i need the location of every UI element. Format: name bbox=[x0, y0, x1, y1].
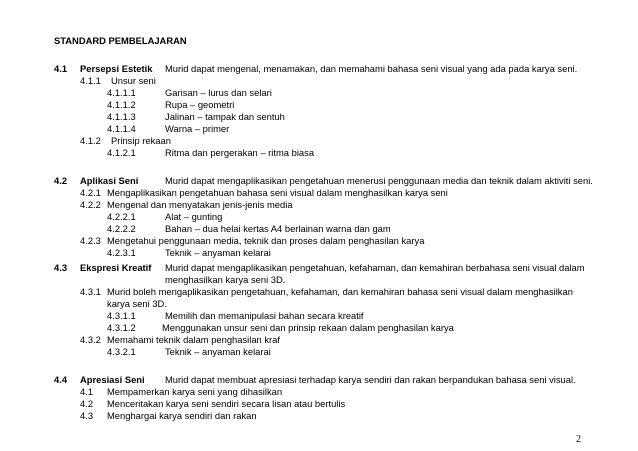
item-number: 4.1.1.1 bbox=[107, 87, 136, 98]
section-heading: Ekspresi Kreatif bbox=[80, 262, 152, 273]
section-number: 4.1 bbox=[54, 63, 68, 74]
section-number: 4.4 bbox=[54, 374, 68, 385]
page-number: 2 bbox=[576, 434, 581, 445]
item-text: Bahan – dua helai kertas A4 berlainan warna dan gam bbox=[165, 223, 391, 234]
section-number: 4.3 bbox=[54, 262, 68, 273]
item-text: Mempamerkan karya seni yang dihasilkan bbox=[107, 386, 283, 397]
item-text: Warna – primer bbox=[165, 123, 230, 134]
item-number: 4.3.2.1 bbox=[107, 346, 136, 357]
item-text: Teknik – anyaman kelarai bbox=[165, 247, 271, 258]
item-number: 4.3.2 bbox=[80, 334, 101, 345]
item-number: 4.1.1.3 bbox=[107, 111, 136, 122]
item-number: 4.2.2.1 bbox=[107, 211, 136, 222]
item-number: 4.1.1.4 bbox=[107, 123, 136, 134]
section-description-continued: menghasilkan karya seni 3D. bbox=[165, 274, 286, 285]
item-number: 4.1.1 bbox=[80, 75, 101, 86]
item-number: 4.1 bbox=[80, 386, 94, 397]
item-text: Teknik – anyaman kelarai bbox=[165, 346, 271, 357]
item-text: Mengenal dan menyatakan jenis-jenis media bbox=[107, 199, 293, 210]
item-text: Ritma dan pergerakan – ritma biasa bbox=[165, 147, 315, 158]
item-number: 4.2.2 bbox=[80, 199, 101, 210]
section-heading: Aplikasi Seni bbox=[80, 175, 139, 186]
item-text: Murid boleh mengaplikasikan pengetahuan, kefahaman, dan kemahiran bahasa seni visual dalam menghasilkan bbox=[107, 286, 573, 297]
item-number: 4.2.3.1 bbox=[107, 247, 136, 258]
item-text: Menggunakan unsur seni dan prinsip rekaan dalam penghasilan karya bbox=[162, 322, 454, 333]
item-number: 4.2 bbox=[80, 398, 94, 409]
section-heading: Apresiasi Seni bbox=[80, 374, 145, 385]
item-text: Menceritakan karya seni sendiri secara lisan atau bertulis bbox=[107, 398, 346, 409]
section-description: Murid dapat membuat apresiasi terhadap karya sendiri dan rakan berpandukan bahasa seni visual. bbox=[165, 374, 576, 385]
item-text-continued: karya seni 3D. bbox=[107, 298, 167, 309]
item-number: 4.3.1.2 bbox=[107, 322, 136, 333]
page-title: STANDARD PEMBELAJARAN bbox=[54, 35, 187, 46]
item-text: Mengetahui penggunaan media, teknik dan proses dalam penghasilan karya bbox=[107, 235, 425, 246]
item-text: Rupa – geometri bbox=[165, 99, 235, 110]
section-number: 4.2 bbox=[54, 175, 68, 186]
item-text: Memilih dan memanipulasi bahan secara kreatif bbox=[165, 310, 364, 321]
item-text: Unsur seni bbox=[111, 75, 156, 86]
item-number: 4.3.1.1 bbox=[107, 310, 136, 321]
item-number: 4.2.2.2 bbox=[107, 223, 136, 234]
section-description: Murid dapat mengenal, menamakan, dan memahami bahasa seni visual yang ada pada karya seni. bbox=[165, 63, 578, 74]
item-number: 4.3.1 bbox=[80, 286, 101, 297]
item-number: 4.1.2 bbox=[80, 135, 101, 146]
item-number: 4.3 bbox=[80, 410, 94, 421]
item-number: 4.2.1 bbox=[80, 187, 101, 198]
item-text: Jalinan – tampak dan sentuh bbox=[165, 111, 285, 122]
section-description: Murid dapat mengaplikasikan pengetahuan, kefahaman, dan kemahiran berbahasa seni visual dalam bbox=[165, 262, 585, 273]
section-heading: Persepsi Estetik bbox=[80, 63, 153, 74]
section-description: Murid dapat mengaplikasikan pengetahuan menerusi penggunaan media dan teknik dalam aktiviti seni. bbox=[165, 175, 593, 186]
item-number: 4.1.1.2 bbox=[107, 99, 136, 110]
item-text: Prinsip rekaan bbox=[111, 135, 171, 146]
item-text: Garisan – lurus dan selari bbox=[165, 87, 272, 98]
item-number: 4.2.3 bbox=[80, 235, 101, 246]
item-text: Memahami teknik dalam penghasilan kraf bbox=[107, 334, 281, 345]
item-text: Mengaplikasikan pengetahuan bahasa seni visual dalam menghasilkan karya seni bbox=[107, 187, 448, 198]
item-text: Alat – gunting bbox=[165, 211, 223, 222]
item-text: Menghargai karya sendiri dan rakan bbox=[107, 410, 257, 421]
item-number: 4.1.2.1 bbox=[107, 147, 136, 158]
